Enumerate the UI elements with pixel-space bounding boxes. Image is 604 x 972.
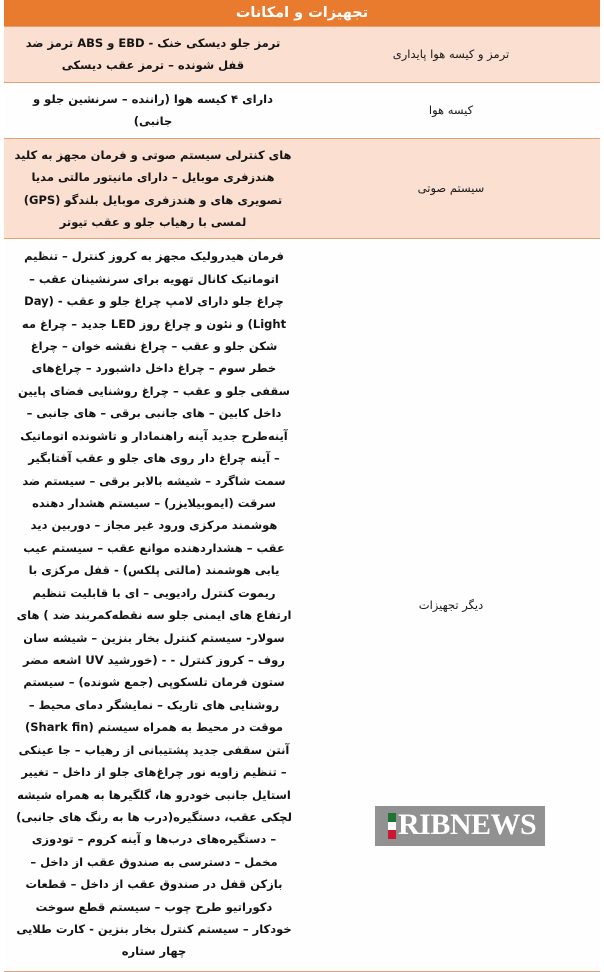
table-title: تجهیزات و امکانات bbox=[235, 5, 369, 21]
row-value-other-equipment: فرمان هیدرولیک مجهز به کروز کنترل – تنظیم اتوماتیک کانال تهویه برای سرنشینان عقب – چراغ جلو دارای لامپ چراغ جلو و عقب - (Day Light) و نئون و چراغ روز LED جدید – چراغ مه شکن جلو و عقب – چراغ نقشه خوان – چراغ خطر سوم – چراغ داخل داشبورد – چراغ‌های سقفی جلو و عقب – چراغ روشنایی فضای پایین داخل کابین – های جانبی برقی – های جانبی – آینه‌طرح جدید آینه راهنمادار و تاشونده اتوماتیک – آینه چراغ دار روی های جلو و عقب آفتابگیر سمت شاگرد – شیشه بالابر برقی – سیستم ضد سرقت (ایموبیلایزر) – سیستم هشدار دهنده هوشمند مرکزی ورود غیر مجاز – دوربین دید عقب – هشداردهنده موانع عقب – سیستم عیب یابی هوشمند (مالتی پلکس) - قفل مرکزی با ریموت کنترل رادیویی – ای با قابلیت تنظیم ارتفاع های ایمنی جلو سه نقطه‌کمربند ضد ) های سولار- سیستم کنترل بخار بنزین – شیشه سان روف – کروز کنترل - - (خورشید UV اشعه مضر ستون فرمان تلسکوپی (جمع شونده) – سیستم روشنایی های تاریک – نمایشگر دمای محیط – موقت در محیط به همراه سیستم (Shark fin) آنتن سقفی جدید پشتیبانی از رهیاب – جا عینکی – تنظیم زاویه نور چراغ‌های جلو از داخل – تغییر استایل جانبی خودرو ها، گلگیرها به همراه شیشه لچکی عقب، دستگیره(درب ها به رنگ های جانبی) – دستگیره‌های درب‌ها و آینه کروم – تودوزی مخمل – دسترسی به صندوق عقب از داخل – بازکن قفل در صندوق عقب از داخل – قطعات دکوراتیو طرح چوب – سیستم قطع سوخت خودکار – سیستم کنترل بخار بنزین - کارت طلایی چهار ستاره bbox=[4, 239, 302, 972]
iran-flag-icon bbox=[388, 813, 396, 839]
table-row bbox=[4, 239, 600, 972]
table-head bbox=[4, 0, 600, 27]
table-row bbox=[4, 27, 600, 83]
row-value-audio-system: های کنترلی سیستم صوتی و فرمان مجهز به کلید هندزفری موبایل – دارای مانیتور مالتی مدیا تصویری های و هندزفری موبایل بلندگو (GPS) لمسی با رهیاب جلو و عقب تیوتر bbox=[4, 138, 302, 239]
ribnews-watermark-logo bbox=[375, 806, 545, 846]
row-value-airbag: دارای ۴ کیسه هوا (راننده – سرنشین جلو و جانبی) bbox=[4, 82, 302, 138]
table-header-row bbox=[4, 0, 600, 27]
ribnews-brand-text: RIBNEWS bbox=[398, 808, 537, 841]
table-row bbox=[4, 138, 600, 239]
row-label-audio-system: سیستم صوتی bbox=[302, 138, 600, 239]
table-row bbox=[4, 82, 600, 138]
row-label-brakes-airbag-stability: ترمز و کیسه هوا پایداری bbox=[302, 27, 600, 83]
row-label-airbag: کیسه هوا bbox=[302, 82, 600, 138]
row-label-other-equipment: دیگر تجهیزات bbox=[302, 239, 600, 972]
row-value-brakes-airbag-stability: ترمز جلو دیسکی خنک - EBD و ABS ترمز ضد قفل شونده – ترمز عقب دیسکی bbox=[4, 27, 302, 83]
